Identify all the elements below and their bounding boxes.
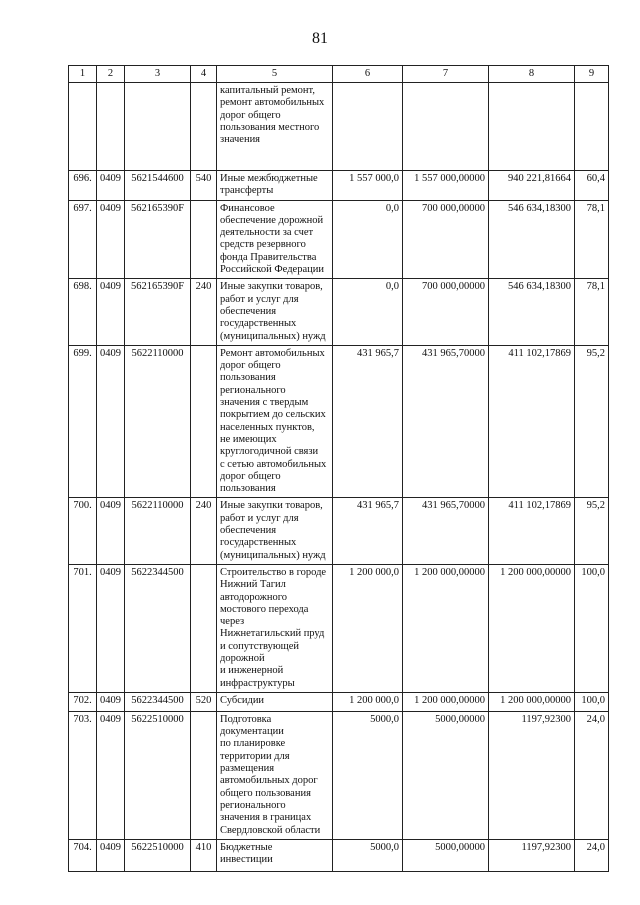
row-number: 700. xyxy=(69,498,97,564)
header-cell: 2 xyxy=(97,66,125,83)
header-cell: 3 xyxy=(125,66,191,83)
item-name: Иные закупки товаров, работ и услуг для обеспечения государственных (муниципальных) нужд xyxy=(217,279,333,345)
item-name: Ремонт автомобильных дорог общего пользования регионального значения с твердым покрытием до сельских населенных пунктов, не имеющих круглогодичной связи с сетью автомобильных дорог общего пользования xyxy=(217,345,333,498)
percent-col9: 95,2 xyxy=(575,498,609,564)
amount-col7 xyxy=(403,83,489,171)
target-code: 5622510000 xyxy=(125,711,191,839)
expense-type: 540 xyxy=(191,171,217,201)
amount-col8: 1 200 000,00000 xyxy=(489,564,575,692)
amount-col7: 5000,00000 xyxy=(403,839,489,871)
section-code: 0409 xyxy=(97,564,125,692)
percent-col9: 24,0 xyxy=(575,711,609,839)
amount-col8: 546 634,18300 xyxy=(489,200,575,279)
section-code: 0409 xyxy=(97,711,125,839)
budget-table xyxy=(68,65,609,872)
percent-col9: 24,0 xyxy=(575,839,609,871)
percent-col9: 100,0 xyxy=(575,692,609,711)
target-code: 5622110000 xyxy=(125,345,191,498)
table-row xyxy=(69,171,609,201)
target-code: 562165390F xyxy=(125,200,191,279)
expense-type xyxy=(191,564,217,692)
row-number: 701. xyxy=(69,564,97,692)
item-name: Бюджетные инвестиции xyxy=(217,839,333,871)
amount-col8: 411 102,17869 xyxy=(489,345,575,498)
amount-col8: 411 102,17869 xyxy=(489,498,575,564)
header-cell: 6 xyxy=(333,66,403,83)
item-name: Подготовка документации по планировке территории для размещения автомобильных дорог общего пользования регионального значения в границах Свердловской области xyxy=(217,711,333,839)
section-code: 0409 xyxy=(97,279,125,345)
amount-col6: 1 200 000,0 xyxy=(333,692,403,711)
percent-col9: 60,4 xyxy=(575,171,609,201)
table-row xyxy=(69,498,609,564)
amount-col7: 1 200 000,00000 xyxy=(403,564,489,692)
table-row xyxy=(69,345,609,498)
item-name: Финансовое обеспечение дорожной деятельности за счет средств резервного фонда Правительства Российской Федерации xyxy=(217,200,333,279)
amount-col6: 1 557 000,0 xyxy=(333,171,403,201)
section-code: 0409 xyxy=(97,692,125,711)
target-code: 5622510000 xyxy=(125,839,191,871)
amount-col7: 5000,00000 xyxy=(403,711,489,839)
row-number: 704. xyxy=(69,839,97,871)
header-cell: 1 xyxy=(69,66,97,83)
expense-type xyxy=(191,83,217,171)
table-row xyxy=(69,200,609,279)
item-name: капитальный ремонт, ремонт автомобильных дорог общего пользования местного значения xyxy=(217,83,333,171)
amount-col7: 431 965,70000 xyxy=(403,498,489,564)
section-code: 0409 xyxy=(97,839,125,871)
expense-type xyxy=(191,345,217,498)
row-number: 698. xyxy=(69,279,97,345)
amount-col8: 546 634,18300 xyxy=(489,279,575,345)
target-code xyxy=(125,83,191,171)
header-cell: 9 xyxy=(575,66,609,83)
amount-col8 xyxy=(489,83,575,171)
header-cell: 5 xyxy=(217,66,333,83)
expense-type xyxy=(191,711,217,839)
row-number: 697. xyxy=(69,200,97,279)
table-row xyxy=(69,564,609,692)
amount-col6: 5000,0 xyxy=(333,711,403,839)
table-row xyxy=(69,279,609,345)
header-cell: 7 xyxy=(403,66,489,83)
header-cell: 8 xyxy=(489,66,575,83)
section-code: 0409 xyxy=(97,200,125,279)
table-header xyxy=(69,66,609,83)
row-number: 699. xyxy=(69,345,97,498)
amount-col6: 0,0 xyxy=(333,279,403,345)
row-number: 702. xyxy=(69,692,97,711)
target-code: 5622344500 xyxy=(125,564,191,692)
amount-col7: 1 200 000,00000 xyxy=(403,692,489,711)
table-row xyxy=(69,839,609,871)
percent-col9: 95,2 xyxy=(575,345,609,498)
amount-col7: 700 000,00000 xyxy=(403,279,489,345)
percent-col9: 100,0 xyxy=(575,564,609,692)
amount-col7: 700 000,00000 xyxy=(403,200,489,279)
item-name: Иные межбюджетные трансферты xyxy=(217,171,333,201)
amount-col8: 940 221,81664 xyxy=(489,171,575,201)
expense-type: 240 xyxy=(191,279,217,345)
row-number: 696. xyxy=(69,171,97,201)
table-row xyxy=(69,711,609,839)
expense-type: 410 xyxy=(191,839,217,871)
percent-col9: 78,1 xyxy=(575,200,609,279)
section-code: 0409 xyxy=(97,498,125,564)
row-number xyxy=(69,83,97,171)
item-name: Строительство в городе Нижний Тагил автодорожного мостового перехода через Нижнетагильский пруд и сопутствующей дорожной и инженерной инфраструктуры xyxy=(217,564,333,692)
amount-col8: 1197,92300 xyxy=(489,711,575,839)
amount-col7: 1 557 000,00000 xyxy=(403,171,489,201)
section-code: 0409 xyxy=(97,345,125,498)
target-code: 5622110000 xyxy=(125,498,191,564)
percent-col9: 78,1 xyxy=(575,279,609,345)
percent-col9 xyxy=(575,83,609,171)
item-name: Субсидии xyxy=(217,692,333,711)
amount-col8: 1197,92300 xyxy=(489,839,575,871)
expense-type: 240 xyxy=(191,498,217,564)
table-row xyxy=(69,692,609,711)
amount-col6: 431 965,7 xyxy=(333,498,403,564)
amount-col6: 0,0 xyxy=(333,200,403,279)
page-number: 81 xyxy=(312,30,328,47)
amount-col7: 431 965,70000 xyxy=(403,345,489,498)
target-code: 5621544600 xyxy=(125,171,191,201)
item-name: Иные закупки товаров, работ и услуг для обеспечения государственных (муниципальных) нужд xyxy=(217,498,333,564)
amount-col6 xyxy=(333,83,403,171)
expense-type: 520 xyxy=(191,692,217,711)
section-code xyxy=(97,83,125,171)
amount-col6: 1 200 000,0 xyxy=(333,564,403,692)
table-row xyxy=(69,83,609,171)
amount-col6: 431 965,7 xyxy=(333,345,403,498)
amount-col8: 1 200 000,00000 xyxy=(489,692,575,711)
header-row xyxy=(69,66,609,83)
row-number: 703. xyxy=(69,711,97,839)
expense-type xyxy=(191,200,217,279)
section-code: 0409 xyxy=(97,171,125,201)
target-code: 562165390F xyxy=(125,279,191,345)
amount-col6: 5000,0 xyxy=(333,839,403,871)
target-code: 5622344500 xyxy=(125,692,191,711)
header-cell: 4 xyxy=(191,66,217,83)
